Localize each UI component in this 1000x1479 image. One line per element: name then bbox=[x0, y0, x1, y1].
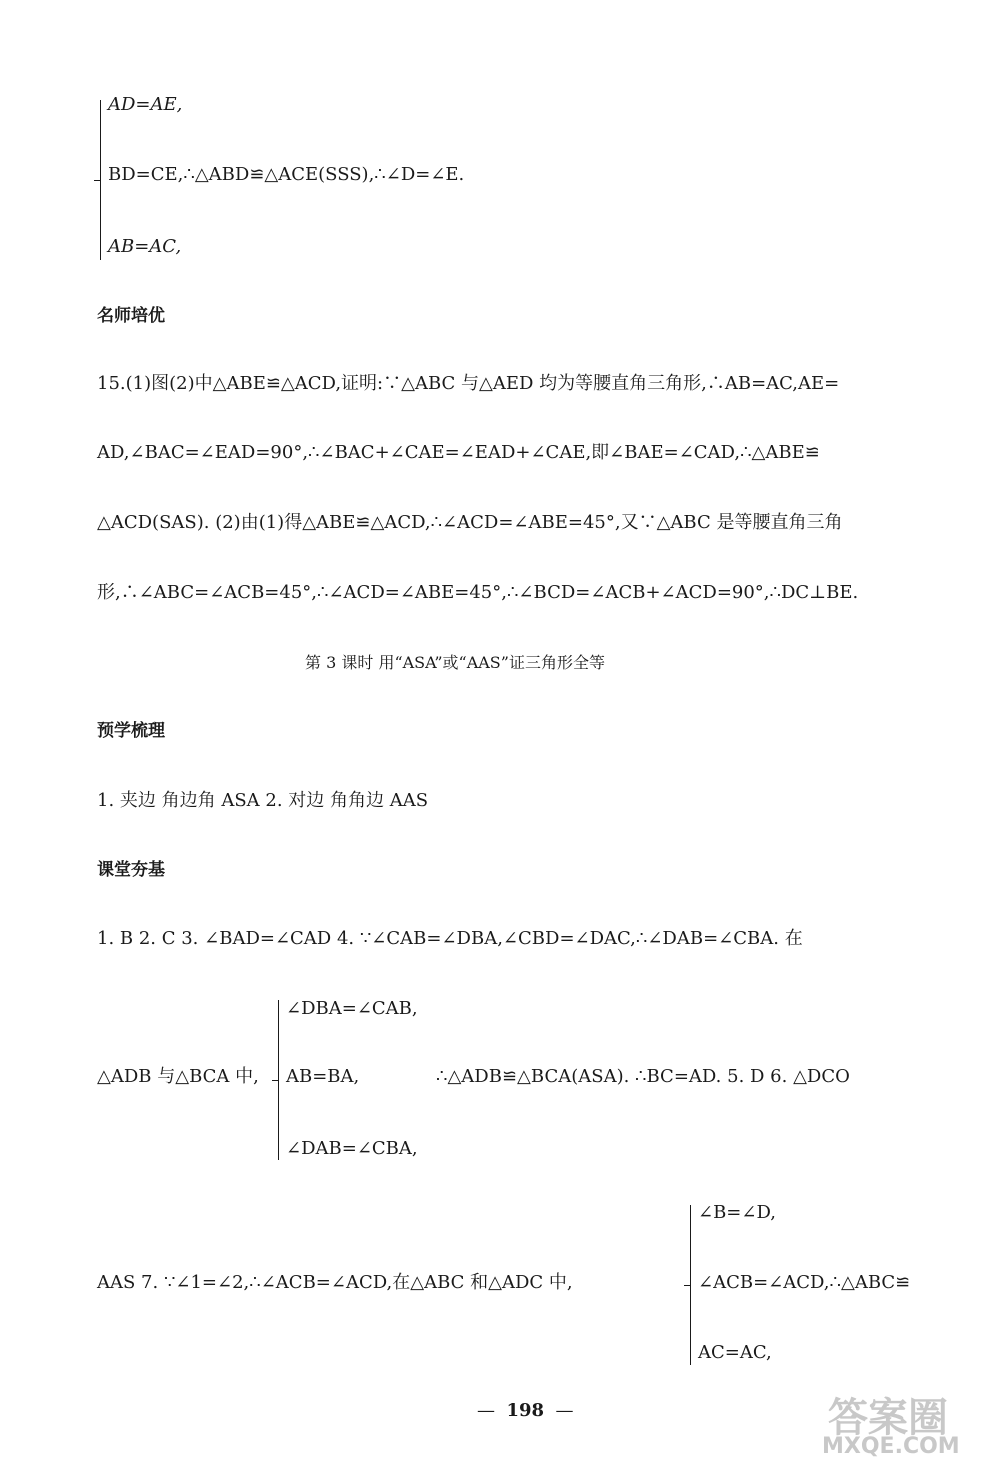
section-heading-ketang: 课堂夯基 bbox=[97, 860, 165, 880]
brace2-line3: ∠DAB=∠CBA, bbox=[286, 1138, 418, 1159]
brace3-line3: AC=AC, bbox=[698, 1342, 772, 1363]
watermark-brand: MXQE.COM bbox=[822, 1434, 960, 1459]
brace-2 bbox=[278, 1000, 279, 1160]
lesson-title: 第 3 课时 用“ASA”或“AAS”证三角形全等 bbox=[305, 653, 605, 672]
brace-3 bbox=[690, 1205, 691, 1365]
page-number-value: 198 bbox=[506, 1400, 545, 1421]
q7-prefix: AAS 7. ∵∠1=∠2,∴∠ACB=∠ACD,在△ABC 和△ADC 中, bbox=[97, 1272, 573, 1293]
ketang-suffix: ∴△ADB≌△BCA(ASA). ∴BC=AD. 5. D 6. △DCO bbox=[436, 1066, 850, 1087]
brace3-line2: ∠ACB=∠ACD,∴△ABC≌ bbox=[698, 1272, 911, 1293]
watermark-logo bbox=[820, 1386, 970, 1461]
q15-line4: 形,∴∠ABC=∠ACB=45°,∴∠ACD=∠ABE=45°,∴∠BCD=∠ACB+∠ACD=90°,∴DC⊥BE. bbox=[97, 582, 859, 603]
section-heading-mingshi: 名师培优 bbox=[97, 306, 165, 326]
watermark-logo-text: 答案圈 bbox=[828, 1395, 948, 1441]
block1-line1: AD=AE, bbox=[108, 94, 183, 115]
q15-line1: 15.(1)图(2)中△ABE≌△ACD,证明:∵△ABC 与△AED 均为等腰直角三角形,∴AB=AC,AE= bbox=[97, 373, 840, 394]
q15-line2: AD,∠BAC=∠EAD=90°,∴∠BAC+∠CAE=∠EAD+∠CAE,即∠BAE=∠CAD,∴△ABE≌ bbox=[97, 442, 820, 463]
brace-1 bbox=[100, 100, 101, 260]
section-heading-yuxue: 预学梳理 bbox=[97, 721, 165, 741]
ketang-line1: 1. B 2. C 3. ∠BAD=∠CAD 4. ∵∠CAB=∠DBA,∠CBD=∠DAC,∴∠DAB=∠CBA. 在 bbox=[97, 928, 803, 949]
yuxue-answers: 1. 夹边 角边角 ASA 2. 对边 角角边 AAS bbox=[97, 790, 429, 811]
brace2-line2: AB=BA, bbox=[286, 1066, 360, 1087]
block1-line2: BD=CE,∴△ABD≌△ACE(SSS),∴∠D=∠E. bbox=[108, 164, 465, 185]
brace3-line1: ∠B=∠D, bbox=[698, 1202, 776, 1223]
ketang-prefix: △ADB 与△BCA 中, bbox=[97, 1066, 259, 1087]
page-number: — 198 — bbox=[477, 1400, 574, 1421]
brace2-line1: ∠DBA=∠CAB, bbox=[286, 998, 418, 1019]
block1-line3: AB=AC, bbox=[108, 236, 182, 257]
q15-line3: △ACD(SAS). (2)由(1)得△ABE≌△ACD,∴∠ACD=∠ABE=45°,又∵△ABC 是等腰直角三角 bbox=[97, 512, 843, 533]
